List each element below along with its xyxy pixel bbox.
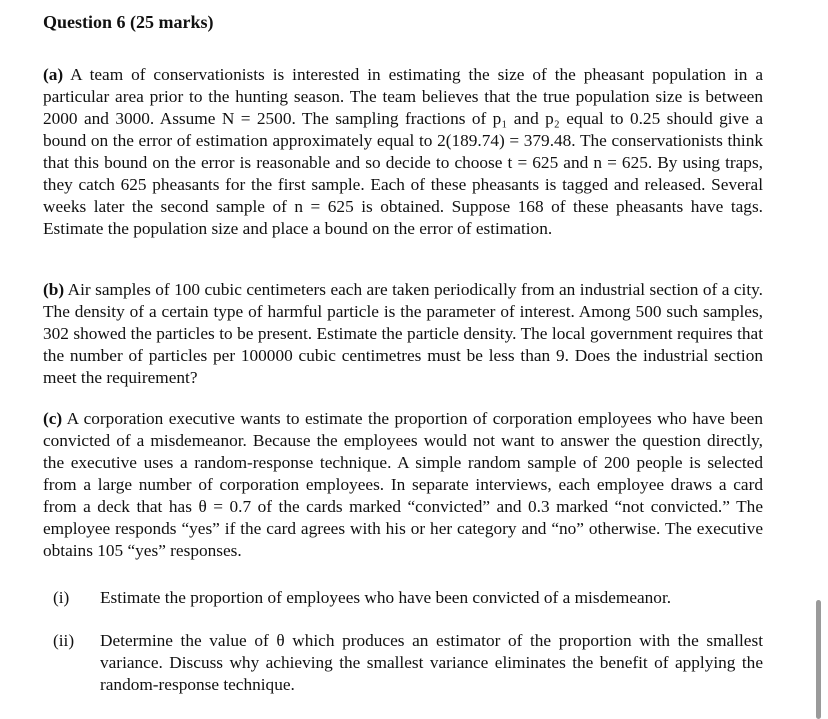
subpart-ii-label: (ii) [53, 631, 75, 650]
part-c-label: (c) [43, 409, 63, 428]
subpart-i-text: Estimate the proportion of employees who have been convicted of a misdemeanor. [100, 588, 672, 607]
part-a-text: A team of conservationists is interested in estimating the size of the pheasant population in a particular area prior to the hunting season. The team believes that the true population size is between 2000 and 3000. Assume N = 2500. The sampling fractions of p₁ and p₂ equal to 0.25 should give a bound on the error of estimation approximately equal to 2(189.74) = 379.48. The conservationists think that this bound on the error is reasonable and so decide to choose t = 625 and n = 625. By using traps, they catch 625 pheasants for the first sample. Each of these pheasants is tagged and released. Several weeks later the second sample of n = 625 is obtained. Suppose 168 of these pheasants have tags. Estimate the population size and place a bound on the error of estimation. [43, 65, 763, 238]
subpart-ii-text: Determine the value of θ which produces an estimator of the proportion with the smallest variance. Discuss why achieving the smallest variance eliminates the benefit of applying the random-response technique. [100, 631, 763, 694]
question-title: Question 6 (25 marks) [43, 12, 214, 32]
part-a [43, 64, 763, 240]
part-b-text: Air samples of 100 cubic centimeters each are taken periodically from an industrial section of a city. The density of a certain type of harmful particle is the parameter of interest. Among 500 such samples, 302 showed the particles to be present. Estimate the particle density. The local government requires that the number of particles per 100000 cubic centimetres must be less than 9. Does the industrial section meet the requirement? [43, 280, 763, 387]
part-a-label: (a) [43, 65, 64, 84]
vertical-scrollbar[interactable] [816, 600, 821, 719]
part-c [43, 408, 763, 562]
subpart-i-label: (i) [53, 588, 70, 607]
part-b-label: (b) [43, 280, 65, 299]
part-c-text: A corporation executive wants to estimate the proportion of corporation employees who have been convicted of a misdemeanor. Because the employees would not want to answer the question directly, the executive uses a random-response technique. A simple random sample of 200 people is selected from a large number of corporation employees. In separate interviews, each employee draws a card from a deck that has θ = 0.7 of the cards marked “convicted” and 0.3 marked “not convicted.” The employee responds “yes” if the card agrees with his or her category and “no” otherwise. The executive obtains 105 “yes” responses. [43, 409, 763, 560]
part-b [43, 279, 763, 389]
